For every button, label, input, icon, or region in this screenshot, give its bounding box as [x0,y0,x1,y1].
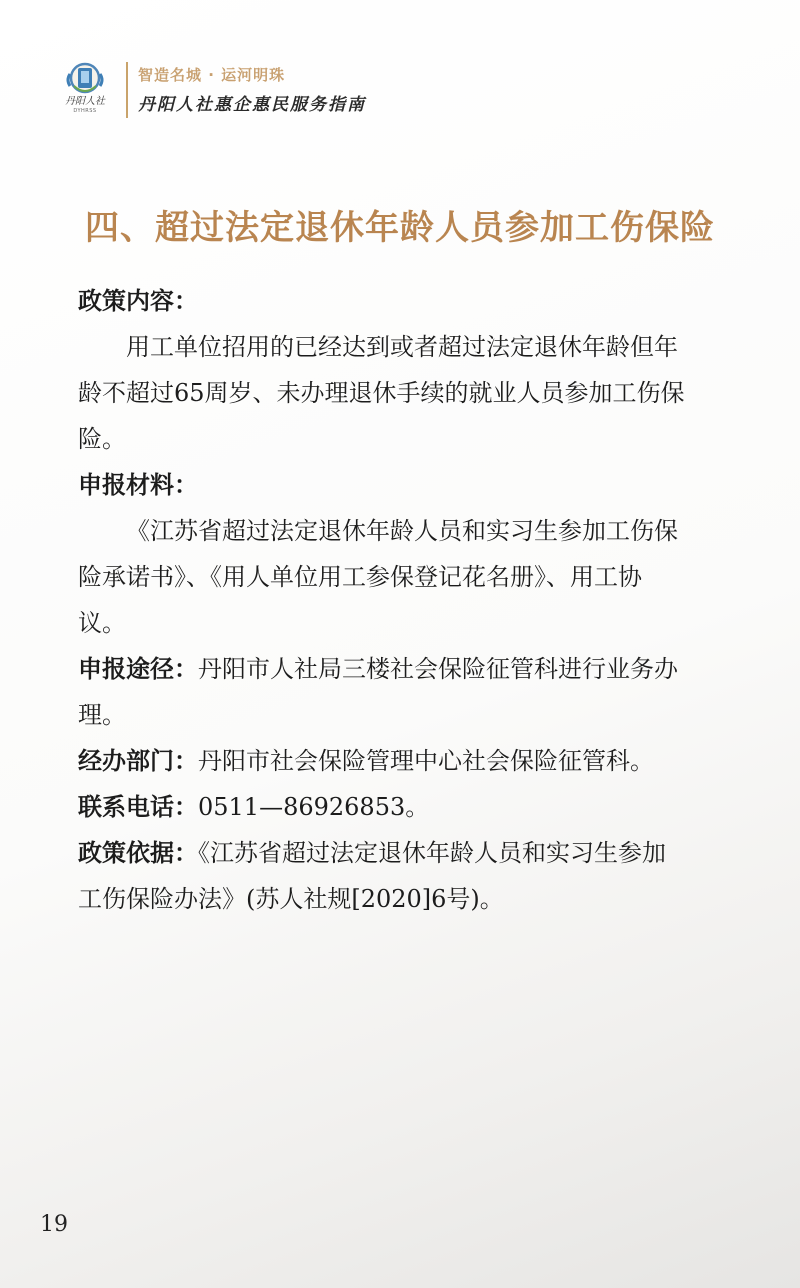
phone-label: 联系电话： [78,793,198,821]
policy-content-line-3: 险。 [78,425,126,453]
header-slogan: 智造名城 · 运河明珠 [138,66,286,84]
department-value: 丹阳市社会保险管理中心社会保险征管科。 [198,747,654,775]
policy-content-label: 政策内容： [78,287,198,315]
logo-subtext: DYHRSS [73,108,97,114]
header-guide-title: 丹阳人社惠企惠民服务指南 [138,95,366,115]
channel-line-2: 理。 [78,701,126,729]
materials-line-1: 《江苏省超过法定退休年龄人员和实习生参加工伤保 [126,517,678,545]
policy-content-line-1: 用工单位招用的已经达到或者超过法定退休年龄但年 [126,333,678,361]
phone-value: 0511—86926853。 [198,793,430,821]
materials-line-2: 险承诺书》、《用人单位用工参保登记花名册》、用工协 [78,563,642,591]
basis-label: 政策依据： [78,839,198,867]
header-divider [126,62,128,118]
page-number: 19 [40,1212,68,1237]
materials-label: 申报材料： [78,471,198,499]
basis-row [78,830,723,876]
page-header [52,52,512,122]
channel-row [78,646,723,692]
channel-label: 申报途径： [78,655,198,683]
basis-line-2: 工伤保险办法》(苏人社规[2020]6号)。 [78,885,504,913]
phone-row [78,784,723,830]
policy-body [78,278,723,922]
section-title: 四、超过法定退休年龄人员参加工伤保险 [85,208,715,248]
basis-line-1: 《江苏省超过法定退休年龄人员和实习生参加 [198,839,666,867]
materials-line-3: 议。 [78,609,126,637]
department-label: 经办部门： [78,747,198,775]
department-row [78,738,723,784]
channel-line-1: 丹阳市人社局三楼社会保险征管科进行业务办 [198,655,678,683]
policy-content-line-2: 龄不超过65周岁、未办理退休手续的就业人员参加工伤保 [78,379,685,407]
logo-text: 丹阳人社 [65,96,105,107]
